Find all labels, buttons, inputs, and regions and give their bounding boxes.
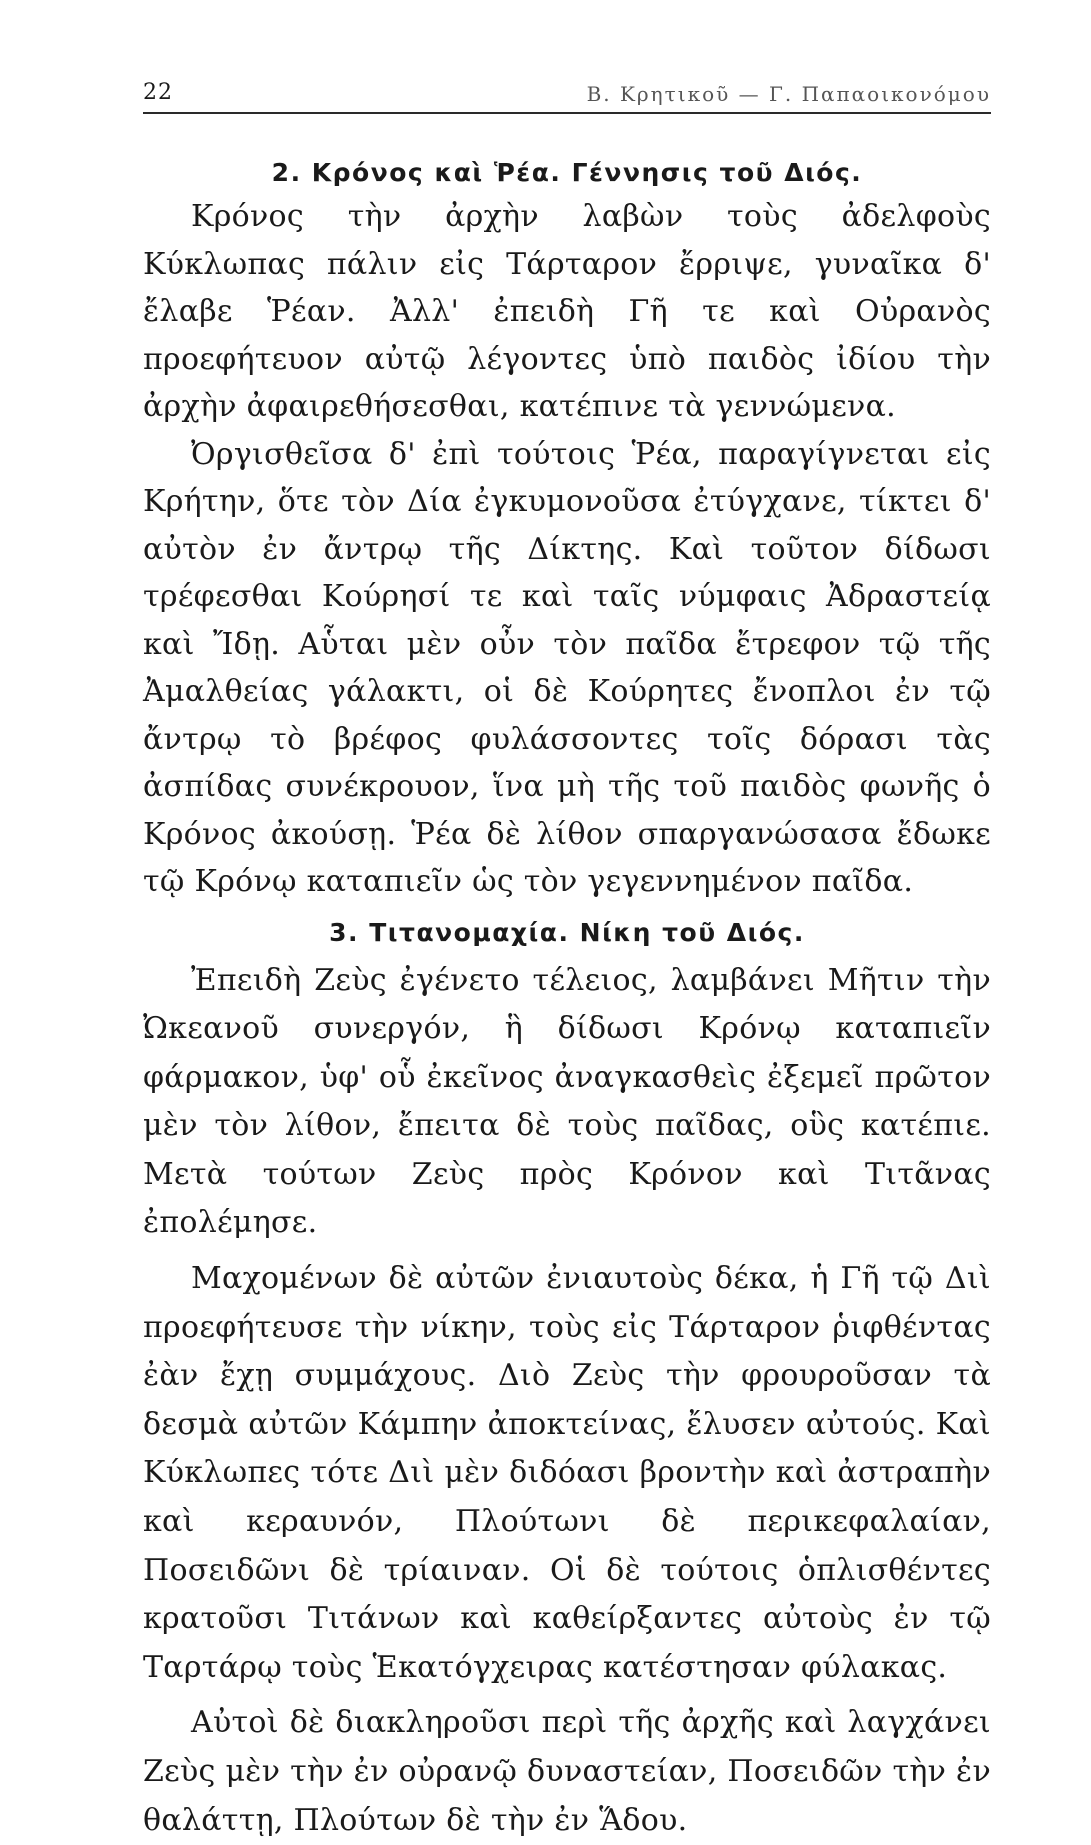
section-2-heading: 2. Κρόνος καὶ Ῥέα. Γέννησις τοῦ Διός. [271, 158, 863, 187]
section-2-paragraph-1: Κρόνος τὴν ἀρχὴν λαβὼν τοὺς ἀδελφοὺς Κύκλωπας πάλιν εἰς Τάρταρον ἔρριψε, γυναῖκα δ' ἔλαβε Ῥέαν. Ἀλλ' ἐπειδὴ Γῆ τε καὶ Οὐρανὸς προεφήτευον αὐτῷ λέγοντες ὑπὸ παιδὸς ἰδίου τὴν ἀρχὴν ἀφαιρεθήσεσθαι, κατέπινε τὰ γεννώμενα. [143, 199, 991, 424]
section-3-paragraph-2: Μαχομένων δὲ αὐτῶν ἐνιαυτοὺς δέκα, ἡ Γῆ τῷ Διὶ προεφήτευσε τὴν νίκην, τοὺς εἰς Τάρταρον ῥιφθέντας ἐὰν ἔχῃ συμμάχους. Διὸ Ζεὺς τὴν φρουροῦσαν τὰ δεσμὰ αὐτῶν Κάμπην ἀποκτείνας, ἔλυσεν αὐτούς. Καὶ Κύκλωπες τότε Διὶ μὲν διδόασι βροντὴν καὶ ἀστραπὴν καὶ κεραυνόν, Πλούτωνι δὲ περικεφαλαίαν, Ποσειδῶνι δὲ τρίαιναν. Οἱ δὲ τούτοις ὁπλισθέντες κρατοῦσι Τιτάνων καὶ καθείρξαντες αὐτοὺς ἐν τῷ Ταρτάρῳ τοὺς Ἑκατόγχειρας κατέστησαν φύλακας. [143, 1261, 991, 1685]
page-number: 22 [143, 80, 173, 105]
section-3-heading: 3. Τιτανομαχία. Νίκη τοῦ Διός. [329, 917, 805, 947]
running-head [143, 60, 991, 114]
book-page [143, 60, 991, 1845]
section-3-paragraph-1: Ἐπειδὴ Ζεὺς ἐγένετο τέλειος, λαμβάνει Μῆτιν τὴν Ὠκεανοῦ συνεργόν, ἣ δίδωσι Κρόνῳ καταπιεῖν φάρμακον, ὑφ' οὗ ἐκεῖνος ἀναγκασθεὶς ἐξεμεῖ πρῶτον μὲν τὸν λίθον, ἔπειτα δὲ τοὺς παῖδας, οὓς κατέπιε. Μετὰ τούτων Ζεὺς πρὸς Κρόνον καὶ Τιτᾶνας ἐπολέμησε. [143, 962, 991, 1241]
section-3-paragraph-3: Αὐτοὶ δὲ διακληροῦσι περὶ τῆς ἀρχῆς καὶ λαγχάνει Ζεὺς μὲν τὴν ἐν οὐρανῷ δυναστείαν, Ποσειδῶν τὴν ἐν θαλάττῃ, Πλούτων δὲ τὴν ἐν Ἅδου. [143, 1705, 991, 1838]
running-title-authors: Β. Κρητικοῦ — Γ. Παπαοικονόμου [586, 82, 991, 106]
section-2-paragraph-2: Ὀργισθεῖσα δ' ἐπὶ τούτοις Ῥέα, παραγίγνεται εἰς Κρήτην, ὅτε τὸν Δία ἐγκυμονοῦσα ἐτύγχανε, τίκτει δ' αὐτὸν ἐν ἄντρῳ τῆς Δίκτης. Καὶ τοῦτον δίδωσι τρέφεσθαι Κούρησί τε καὶ ταῖς νύμφαις Ἀδραστείᾳ καὶ Ἴδῃ. Αὗται μὲν οὖν τὸν παῖδα ἔτρεφον τῷ τῆς Ἀμαλθείας γάλακτι, οἱ δὲ Κούρητες ἔνοπλοι ἐν τῷ ἄντρῳ τὸ βρέφος φυλάσσοντες τοῖς δόρασι τὰς ἀσπίδας συνέκρουον, ἵνα μὴ τῆς τοῦ παιδὸς φωνῆς ὁ Κρόνος ἀκούσῃ. Ῥέα δὲ λίθον σπαργανώσασα ἔδωκε τῷ Κρόνῳ καταπιεῖν ὡς τὸν γεγεννημένον παῖδα. [143, 436, 991, 899]
